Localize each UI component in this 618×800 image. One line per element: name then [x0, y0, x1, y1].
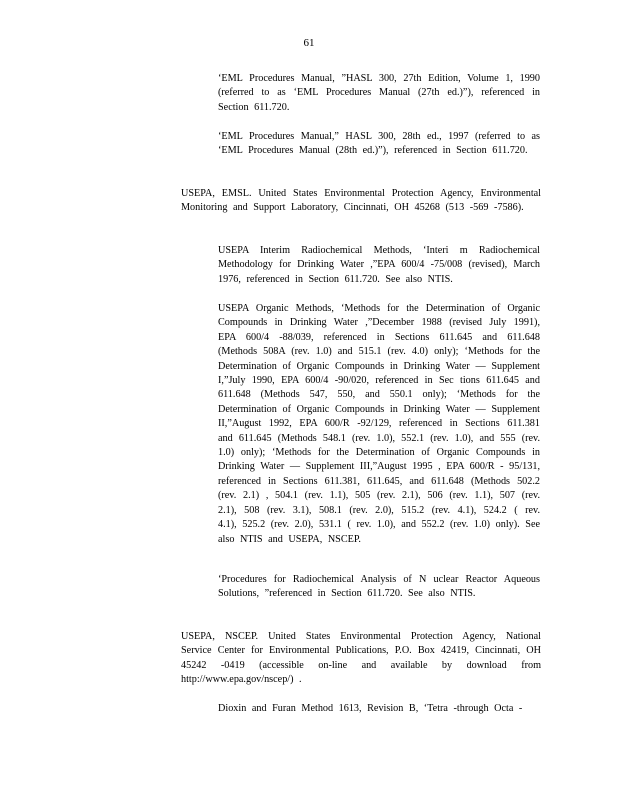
reference-usepa-emsl: USEPA, EMSL. United States Environmental Protection Agency, Environmental Monitoring and Support Laboratory, Cincinnati, OH 45268 (513 -569 -7586).: [181, 188, 541, 214]
reference-eml-27th-edition: ‘EML Procedures Manual, ”HASL 300, 27th Edition, Volume 1, 1990 (referred to as ‘EML Procedures Manual (27th ed.)”), referenced in Section 611.720.: [218, 73, 540, 113]
reference-eml-28th-edition: ‘EML Procedures Manual,” HASL 300, 28th ed., 1997 (referred to as ‘EML Procedures Manual (28th ed.)”), referenced in Section 611.720.: [218, 131, 540, 157]
reference-usepa-nscep: USEPA, NSCEP. United States Environmental Protection Agency, National Service Center for Environmental Publications, P.O. Box 42419, Cincinnati, OH 45242 -0419 (accessible on-line and available by download from http://www.epa.gov/nscep/) .: [181, 631, 541, 686]
reference-usepa-interim-radiochemical: USEPA Interim Radiochemical Methods, ‘Interi m Radiochemical Methodology for Drinking Water ,”EPA 600/4 -75/008 (revised), March 1976, referenced in Section 611.720. See also NTIS.: [218, 245, 540, 285]
page-number: 61: [303, 37, 315, 49]
reference-usepa-organic-methods: USEPA Organic Methods, ‘Methods for the Determination of Organic Compounds in Drinking Water ,”December 1988 (revised July 1991), EPA 600/4 -88/039, referenced in Sections 611.645 and 611.648 (Methods 508A (rev. 1.0) and 515.1 (rev. 4.0) only); ‘Methods for the Determination of Organic Compounds in Drinking Water — Supplement I,”July 1990, EPA 600/4 -90/020, referenced in Sec tions 611.645 and 611.648 (Methods 547, 550, and 550.1 only); ‘Methods for the Determination of Organic Compounds in Drinking Water — Supplement II,”August 1992, EPA 600/R -92/129, referenced in Sections 611.381 and 611.645 (Methods 548.1 (rev. 1.0), 552.1 (rev. 1.0), and 555 (rev. 1.0) only); ‘Methods for the Determination of Organic Compounds in Drinking Water — Supplement III,”August 1995 , EPA 600/R - 95/131, referenced in Sections 611.381, 611.645, and 611.648 (Methods 502.2 (rev. 2.1) , 504.1 (rev. 1.1), 505 (rev. 2.1), 506 (rev. 1.1), 507 (rev. 2.1), 508 (rev. 3.1), 508.1 (rev. 2.0), 515.2 (rev. 4.1), 524.2 ( rev. 4.1), 525.2 (rev. 2.0), 531.1 ( rev. 1.0), and 552.2 (rev. 1.0) only). See also NTIS and USEPA, NSCEP.: [218, 303, 540, 545]
reference-dioxin-furan-method: Dioxin and Furan Method 1613, Revision B, ‘Tetra -through Octa -: [218, 703, 523, 714]
reference-procedures-radiochemical-analysis: ‘Procedures for Radiochemical Analysis of N uclear Reactor Aqueous Solutions, ”referenced in Section 611.720. See also NTIS.: [218, 574, 540, 600]
